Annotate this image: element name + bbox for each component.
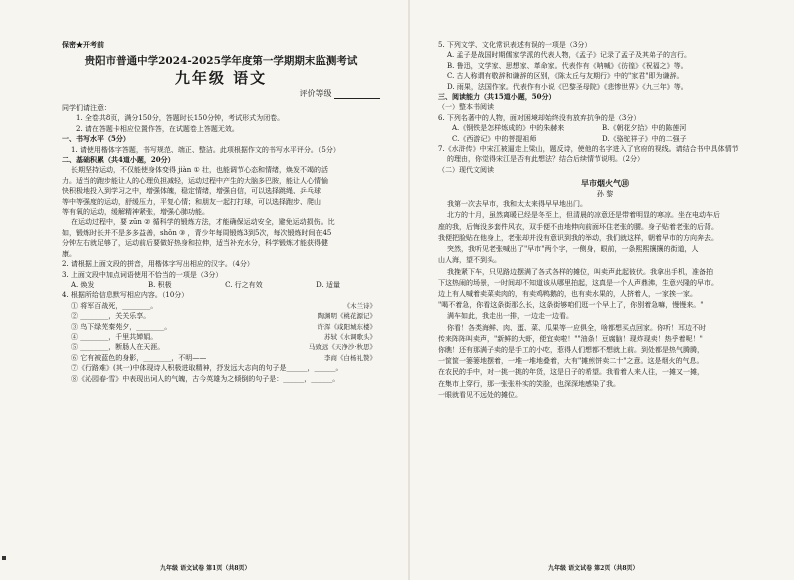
passage-line: 等中等强度的运动，舒缓压力，平复心情；和朋友一起打打球，可以选择跑步、爬山 <box>62 197 321 206</box>
poem-extra: ⑦《行路难》(其一)中体现诗人积极进取精神，抒发远大志向的句子是______，______。 <box>71 364 343 373</box>
poem-line <box>62 342 380 352</box>
essay-line: 座的我，后悔没多套件风衣，双手便不由地伸向前面坏住老张的腰。身子贴着老张的后背。 <box>438 222 718 231</box>
option-b: B.《朝花夕拾》中的陈莲河 <box>602 124 687 133</box>
poem-text: ② ________，关关乐享。 <box>71 312 151 321</box>
essay-line: 突然，我听见老张喊出了"早市"两个字，一侧身，眼前，一条熙熙攘攘的街道，人 <box>447 245 699 254</box>
passage-line: 等有氧的运动，缓解精神紧张，增强心肺功能。 <box>62 208 209 217</box>
poem-text: ③ 鸟下绿芜秦苑夕，________。 <box>71 322 172 331</box>
option-d: D.《骆驼祥子》中的二强子 <box>602 134 687 143</box>
grade-field <box>62 88 380 99</box>
poem-line <box>62 353 380 363</box>
essay-line: 北方的十月，虽然离暖已经是冬至上，但清晨的凉意还是带着明显的寒凉。坐在电动车后 <box>447 211 720 220</box>
q5-option: C. 古人称谓有敬辞和谦辞的区别，《陈太丘与友期行》中的"家君"即为谦辞。 <box>447 72 684 81</box>
page-fold <box>408 0 410 580</box>
q6-options-row <box>438 134 772 144</box>
option-d: D. 适量 <box>316 280 340 289</box>
exam-page-1 <box>62 40 380 575</box>
poem-line <box>62 311 380 321</box>
essay-line: 我挽紧下车，只见路边摆满了各式各样的摊位，叫卖声此起彼伏。我拿出手机，准备拍 <box>447 267 713 276</box>
section-2-heading: 二、基础积累（共4道小题，20分） <box>62 155 175 165</box>
passage-line: 快积极地投入到学习之中，增强体魄，稳定情绪，增强自信，可以选择跳绳、乒乓球 <box>62 187 321 196</box>
poem-source: 李商《白杨礼赞》 <box>324 353 376 362</box>
question-7: 7.《水浒传》中宋江被逼走上梁山，题反诗，使他的名字进入了官府的视线。请结合书中具体情节 <box>438 145 739 154</box>
poem-line <box>62 332 380 342</box>
poem-text: ① 将军百战死，________。 <box>71 301 158 310</box>
exam-page-2 <box>438 40 772 575</box>
essay-line: 边上有人喊着卖菜卖肉的，有卖鸡鸭鹅的，也有卖水果的，人挤着人，一家挨一家。 <box>438 289 697 298</box>
option-c: C.《西游记》中的菩提祖师 <box>452 134 537 143</box>
subsection-2: （二）现代文阅读 <box>438 165 494 174</box>
section-1-heading: 一、书写水平（5分） <box>62 134 130 144</box>
scan-mark <box>2 556 6 560</box>
notice-heading: 同学们请注意： <box>62 104 111 112</box>
option-a: A.《钢铁是怎样炼成的》中的朱赫来 <box>452 124 565 133</box>
notice-item: 2. 请在答题卡相应位置作答，在试题卷上答题无效。 <box>76 124 239 133</box>
page-2-footer: 九年级 语文试卷 第2页（共8页） <box>548 565 639 572</box>
subsection-1: （一）整本书阅读 <box>438 103 494 112</box>
essay-line: 在农民的手中，对一挑一挑的年货，这是日子的希望。我看着人来人往，一摊又一摊， <box>438 368 704 377</box>
essay-line: 传来阵阵叫卖声，"新鲜的大虾，便宜卖啦！""油条！豆腐脑！现炸现卖！热乎着呢！" <box>438 334 703 343</box>
grade-blank <box>334 90 380 99</box>
passage-line: 如，锻炼时长并不是多多益善，shǒn ③ ，青少年每周锻炼3到5次，每次锻炼时间在45 <box>62 228 332 237</box>
question-6: 6. 下列名著中的人物，面对困境却始终没有放弃抗争的是（3分） <box>438 113 641 122</box>
poem-line <box>62 322 380 332</box>
passage-line: 分钟左右就足够了，运动前后要做好热身和拉伸，适当补充水分，科学锻炼才能获得健 <box>62 239 328 248</box>
poem-line <box>62 301 380 311</box>
question-5: 5. 下列文学、文化常识表述有误的一项是（3分） <box>438 41 592 49</box>
poem-source: 许浑《咸阳城东楼》 <box>317 322 376 331</box>
question-7: 的理由，你觉得宋江是否有此想法？结合后续情节说明。（2分） <box>447 155 644 164</box>
poem-extra: ⑧《沁园春·雪》中表现出词人的气魄，古今英雄为之倾倒的句子是：______，______。 <box>71 374 340 383</box>
question-2: 2. 请根据上面文段的拼音，用楷体字写出相应的汉字。（4分） <box>62 260 254 269</box>
essay-line: 你瞧！还有那满子卖的是手工的小吃，惹得人们想都不想就上前。到处都是热气腾腾， <box>438 345 704 354</box>
poem-text: ④ ________，千里共婵娟。 <box>71 332 158 341</box>
passage-line: 在运动过程中，要 zūn ② 循科学的锻炼方法，才能确保运动安全，避免运动损伤。比 <box>71 218 335 227</box>
passage-line: 长期坚持运动，不仅能使身体变得 jiàn ① 壮，也能调节心态和情绪，焕发不竭的活 <box>71 166 329 175</box>
essay-line: 下这热闹的场景，一时间却不知道该从哪里拍起，这真是一个人声鼎沸，生意兴隆的早市。 <box>438 278 718 287</box>
option-a: A. 焕发 <box>71 280 95 289</box>
page-1-footer: 九年级 语文试卷 第1页（共8页） <box>160 565 251 572</box>
poem-source: 陶渊明《桃花源记》 <box>317 312 376 321</box>
essay-author: 孙 黎 <box>596 190 614 199</box>
exam-subtitle: 九年级 语文 <box>174 69 268 87</box>
poem-source: 苏轼《水调歌头》 <box>324 332 376 341</box>
notice-item: 1. 全卷共8页，满分150分，答题时长150分钟，考试形式为闭卷。 <box>76 114 285 123</box>
essay-line: 我第一次去早市，我和太太来得早早地出门。 <box>447 200 587 209</box>
question-4: 4. 根据所给信息默写相应内容。（10分） <box>62 291 189 300</box>
q5-option: D. 雨果，法国作家。代表作有小说《巴黎圣母院》《悲惨世界》《九三年》等。 <box>447 82 688 91</box>
q5-option: B. 鲁迅，文学家、思想家、革命家。代表作有《呐喊》《彷徨》《祝福之》等。 <box>447 61 688 70</box>
essay-line: 在集市上穿行，那一张张朴实的笑脸，也深深地感染了我。 <box>438 379 620 388</box>
q5-option: A. 孟子是战国时期儒家学派的代表人物，《孟子》记录了孟子及其弟子的言行。 <box>447 51 692 60</box>
passage-line: 康。 <box>62 249 76 258</box>
passage-line: 力。适当的跑步能让人的心理负担减轻，运动过程中产生的大脑多巴胺，能让人心情愉 <box>62 176 328 185</box>
secret-label: 保密★开考前 <box>62 40 104 49</box>
option-c: C. 行之有效 <box>225 280 263 289</box>
poem-text: ⑤ ________，断肠人在天涯。 <box>71 343 165 352</box>
q6-options-row <box>438 123 772 133</box>
section-3-heading: 三、阅读能力（共15道小题，50分） <box>438 92 556 102</box>
essay-line: "喝不着急，你看这条街那么长，这条街够咱们逛一个早上了，你别着急嘛，慢慢来。" <box>438 301 704 310</box>
question-3: 3. 上面文段中加点词语使用不恰当的一项是（3分） <box>62 270 223 279</box>
grade-label: 评价等级 <box>299 89 332 98</box>
essay-line: 一眼就看见不远处的摊位。 <box>438 390 522 399</box>
essay-line: 满车如此，我走出一排，一边走一边看。 <box>447 312 573 321</box>
poem-source: 马致远《天净沙·秋思》 <box>308 343 376 352</box>
poem-text: ⑥ 它有被蓝色的身影，________，不明—— <box>71 353 207 362</box>
essay-line: 你看！各类海鲜、肉、蛋、菜、瓜果等一应俱全，啥都想买点回家。你听！耳边不时 <box>447 323 706 332</box>
question-3-options <box>62 280 380 290</box>
poem-source: 《木兰诗》 <box>343 301 376 310</box>
exam-title: 贵阳市普通中学2024-2025学年度第一学期期末监测考试 <box>84 55 358 67</box>
essay-line: 山人海，望不到头。 <box>438 256 501 265</box>
essay-line: 一筐筐一篓篓地摆着，一堆一堆地叠着，大有"摊煎饼卖二十"之意。这是烟火的气息。 <box>438 357 704 366</box>
essay-line: 我便把脸贴在他身上，老张却并没有意识到我的举动，我们就这样，朝着早市的方向奔去。 <box>438 233 718 242</box>
option-b: B. 积极 <box>148 280 172 289</box>
essay-title: 早市烟火气⑩ <box>581 178 629 189</box>
question-1: 1. 请使用楷体字答题，书写规范、端正、整洁。此项根据作文的书写水平评分。（5分） <box>71 145 340 154</box>
